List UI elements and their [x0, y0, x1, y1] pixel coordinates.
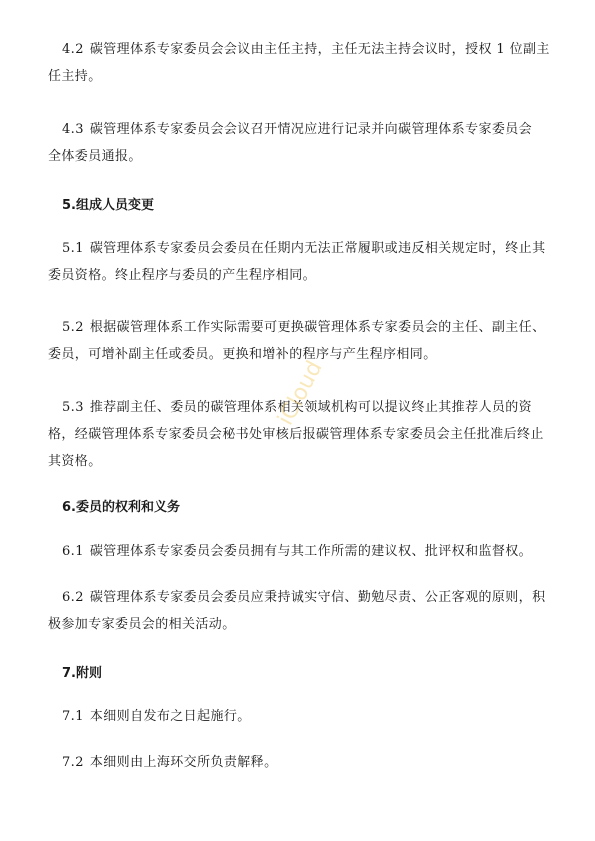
clause-5-1	[48, 235, 570, 289]
clause-text-line: 碳管理体系专家委员会会议由主任主持，主任无法主持会议时，授权 1 位副主	[89, 42, 550, 57]
section-heading-6: 6.委员的权利和义务	[62, 500, 180, 515]
clause-number: 7.1	[62, 709, 84, 724]
clause-6-1	[62, 538, 570, 565]
clause-text-line: 全体委员通报。	[48, 149, 142, 164]
clause-5-3	[48, 394, 570, 475]
clause-text-line: 根据碳管理体系工作实际需要可更换碳管理体系专家委员会的主任、副主任、	[89, 320, 546, 335]
clause-number: 4.3	[62, 122, 84, 137]
clause-text-line: 本细则自发布之日起施行。	[89, 709, 251, 724]
clause-7-2	[62, 749, 570, 776]
clause-text-line: 本细则由上海环交所负责解释。	[89, 755, 278, 770]
clause-4-3	[48, 116, 570, 170]
watermark-text: iCloud	[272, 356, 328, 430]
clause-number: 6.1	[62, 544, 84, 559]
clause-text-line: 任主持。	[48, 69, 102, 84]
clause-text-line: 推荐副主任、委员的碳管理体系相关领域机构可以提议终止其推荐人员的资	[89, 400, 533, 415]
clause-number: 5.3	[62, 400, 84, 415]
clause-text-line: 碳管理体系专家委员会委员拥有与其工作所需的建议权、批评权和监督权。	[89, 544, 533, 559]
clause-text-line: 碳管理体系专家委员会会议召开情况应进行记录并向碳管理体系专家委员会	[89, 122, 533, 137]
clause-text-line: 极参加专家委员会的相关活动。	[48, 617, 236, 632]
clause-4-2	[48, 36, 570, 90]
clause-number: 4.2	[62, 42, 84, 57]
clause-5-2	[48, 314, 570, 368]
clause-text-line: 委员，可增补副主任或委员。更换和增补的程序与产生程序相同。	[48, 347, 437, 362]
clause-number: 5.2	[62, 320, 84, 335]
clause-text-line: 格，经碳管理体系专家委员会秘书处审核后报碳管理体系专家委员会主任批准后终止	[48, 427, 544, 442]
section-heading-7: 7.附则	[62, 666, 102, 681]
clause-text-line: 碳管理体系专家委员会委员在任期内无法正常履职或违反相关规定时，终止其	[89, 241, 546, 256]
clause-6-2	[48, 584, 570, 638]
clause-7-1	[62, 703, 570, 730]
clause-number: 5.1	[62, 241, 84, 256]
clause-text-line: 委员资格。终止程序与委员的产生程序相同。	[48, 268, 317, 283]
clause-number: 7.2	[62, 755, 84, 770]
section-heading-5: 5.组成人员变更	[62, 198, 154, 213]
clause-text-line: 碳管理体系专家委员会委员应秉持诚实守信、勤勉尽责、公正客观的原则，积	[89, 590, 546, 605]
clause-number: 6.2	[62, 590, 84, 605]
clause-text-line: 其资格。	[48, 454, 102, 469]
